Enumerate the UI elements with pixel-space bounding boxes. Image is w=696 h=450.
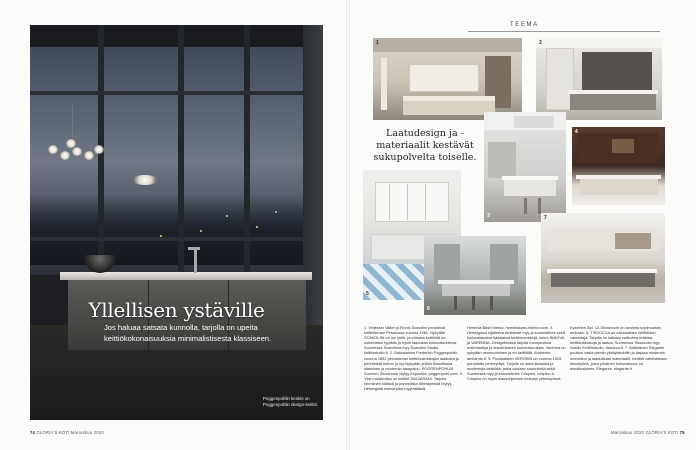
wood-shelf	[615, 233, 651, 249]
city-light	[226, 215, 228, 217]
photo-number: 1	[376, 40, 379, 46]
photo-number: 5	[366, 291, 369, 297]
ceiling	[30, 25, 323, 47]
kitchen-photo-4	[572, 127, 665, 205]
ceiling	[373, 38, 522, 52]
stool	[538, 198, 541, 214]
folio-issue: Marraskuu 2020	[611, 430, 645, 435]
wall-cabinets	[409, 64, 479, 92]
stool	[490, 296, 493, 310]
body-column-3	[570, 325, 669, 371]
city-light	[200, 230, 202, 232]
folio-page-number: 75	[679, 430, 685, 435]
section-rule	[468, 31, 660, 32]
chandelier-bulb	[94, 145, 104, 154]
stool	[524, 198, 527, 214]
body-column-2	[467, 325, 566, 381]
section-tag: TEEMA	[510, 22, 539, 28]
article-headline: Yllellisen ystäville	[88, 298, 265, 322]
chandelier-bulb	[60, 151, 70, 160]
photo-number: 2	[539, 40, 542, 46]
kitchen-photo-2	[536, 38, 662, 120]
hood	[514, 116, 554, 128]
folio-title: GLORIA'S KOTI	[36, 430, 70, 435]
island	[551, 273, 655, 287]
stool	[472, 296, 475, 310]
dark-wall-unit	[582, 52, 652, 90]
stool	[454, 296, 457, 310]
cabinet-seam	[407, 184, 408, 220]
cabinet-seam	[425, 184, 426, 220]
city-light	[256, 226, 258, 228]
photo-number: 3	[487, 213, 490, 219]
island	[504, 180, 556, 196]
glass-cabinets	[375, 182, 449, 222]
photo-number: 6	[427, 306, 430, 312]
door-frame	[381, 58, 387, 110]
pendant-light	[132, 175, 158, 185]
kitchen-photo-3	[484, 112, 566, 222]
left-folio	[30, 430, 104, 435]
city-skyline	[30, 195, 323, 265]
article-lede: Jos haluaa satsata kunnolla, tarjolla on upeita keittiökokonaisuuksia minimalistisesta klassiseen.	[104, 323, 272, 343]
folio-issue: Marraskuu 2020	[70, 430, 104, 435]
chandelier-bulb	[66, 139, 76, 148]
body-text: Hemmia Bäst Interior, hemmiabast-interior.com. 4. Helsingissä sijaitseva Ambiente myy ja suunnittelee sekä korkeatasoisia Italialaisia keittiömerkkejä, kuten BINOVA ja VARENNA. Designtiloissa tarjolla monipuolisia materiaaleja ja sisustukseen kokonaisuuksia. Varenna on nykyään neomuotoinen ja eri keittiöitä. Ambiente, ambiente.fi. 5. Puolalaisten VEROKIN on vuonna 1925 perustettu perheyritys. Tarjolla on sekä klassisia ja moderneja keittiöitä, jotka voidaan suunnitella sekä Suomessa myy ja suunnittelee Crispino, crispino.fi. Crispino on myös tilausohjelman mukaan yhteistyössä.	[467, 325, 566, 381]
body-column-1	[364, 325, 463, 391]
window-transom	[30, 91, 323, 95]
marble-island	[580, 179, 658, 195]
body-text: Kyseinen Äpl. 12-Showroom on avoinna sopimuksen mukaan. 6. TISSOCCA on saksalainen keittiöiden valmistaja. Tarjolla on kattava valikoima erilaisia keittiöratkaisuja ja laatua. Suomessa Tissoccaa myy Nordic Keittiöstudio, tissocca.fi. 7. Italialainen Elegante puuttuu vasta pieniin yksityiskohtiin ja tarjoaa modernin muotoilun ja laadukkaat materiaalit. Keittiöt valmistetaan tilaustyönä, joten jokainen kokonaisuus on ainutlaatuinen. Elegante, elegante.fi.	[570, 325, 667, 371]
photo-caption: Poggenpohlin keskiö on Poggenpohlin design-keittiö.	[263, 396, 319, 407]
pull-quote: Laatudesign ja -materiaalit kestävät sukupolvelta toiselle.	[373, 128, 477, 163]
island	[403, 101, 495, 115]
wall-unit	[488, 142, 516, 178]
chandelier-bulb	[48, 145, 58, 154]
cabinet-seam	[389, 184, 390, 220]
chandelier-bulb	[72, 147, 82, 156]
chandelier	[44, 105, 104, 185]
island	[570, 94, 656, 110]
kitchen-photo-1	[373, 38, 522, 120]
hero-photo	[30, 25, 323, 420]
photo-number: 7	[544, 215, 547, 221]
folio-page-number: 74	[30, 430, 36, 435]
kitchen-photo-7	[541, 213, 665, 303]
gutter-shadow	[346, 0, 350, 450]
shelf-niche	[612, 139, 634, 153]
folio-title: GLORIA'S KOTI	[645, 430, 679, 435]
body-text: 1. Veljekset Valter ja Finnis Scavolini perustivat keittiöfirman Pesarossa vuonna 1961. Nykyään SCAVOLINI on iso yhtiö, ja erilaisia keittiöitä on uskomaton tyylikäs ja hyvin laadukas kokonaisuutena. Suomessa Scavolinia myy Scavolini Studio, keittiostudio.fi. 2. Saksalaisen Frederich Poggenpohlin vuonna 1892 perustaman keittiövalmistajan laadusta ja perinteistä kertoo jo nyt Nykyään yhtiön filosofiassa klassinen ja modernin tasapaino. POGGENPOHLIN Suomen Showroom löytyy Espoosta, poggenpohl.com. 3. Yksi mallistoista on keittiöt SALVARANI. Tarjolla kermiinen kiiltävä ja paneellista lähestymistä löytyy, Helsingistä esimerkiksi myymälästä.	[364, 325, 463, 392]
ceiling	[536, 38, 662, 48]
faucet	[194, 247, 197, 273]
photo-number: 4	[575, 129, 578, 135]
kitchen-island-top	[60, 272, 312, 280]
island	[442, 284, 510, 296]
kitchen-photo-6	[424, 236, 526, 315]
right-folio	[611, 430, 685, 435]
faucet-arm	[188, 247, 200, 250]
chandelier-bulb	[84, 151, 94, 160]
city-light	[275, 211, 277, 213]
window-transom	[30, 237, 323, 241]
